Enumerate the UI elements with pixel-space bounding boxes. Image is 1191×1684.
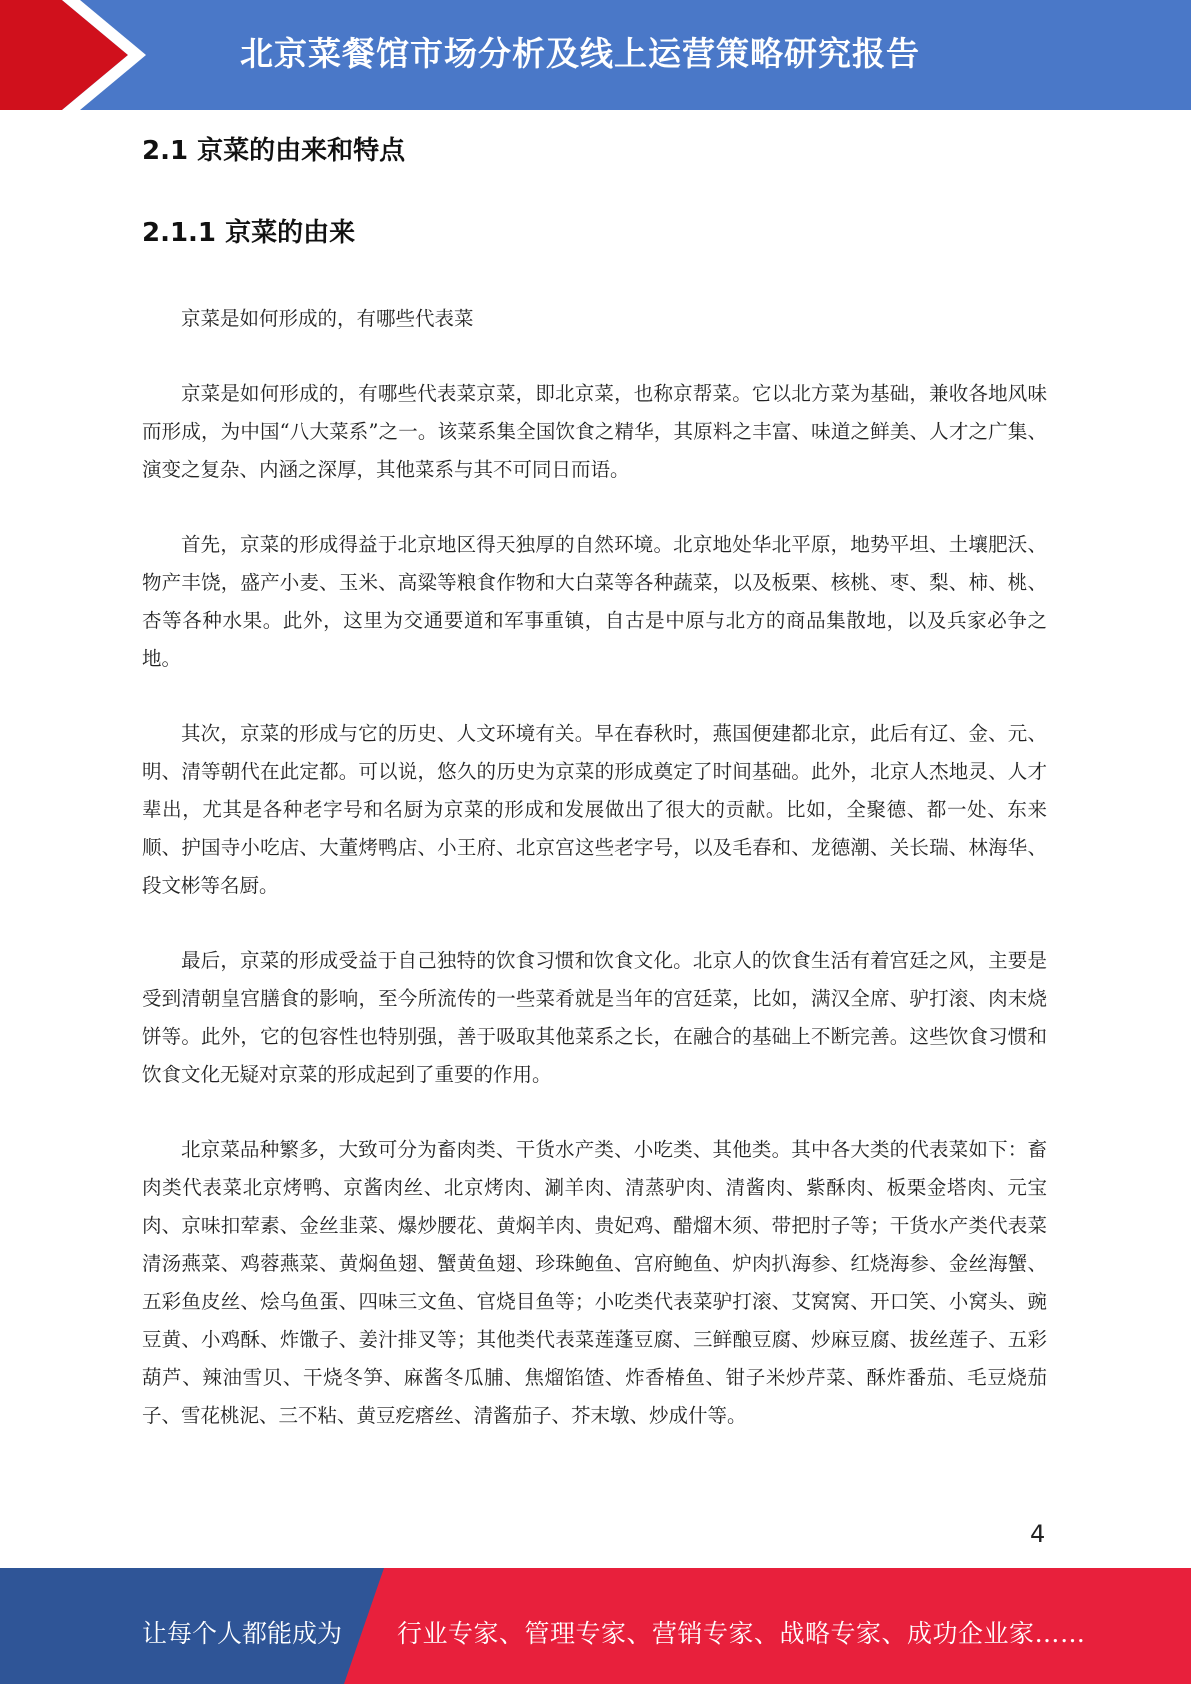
paragraph-dishes: 北京菜品种繁多，大致可分为畜肉类、干货水产类、小吃类、其他类。其中各大类的代表菜如下：畜肉类代表菜北京烤鸭、京酱肉丝、北京烤肉、涮羊肉、清蒸驴肉、清酱肉、紫酥肉、板栗金塔肉、元宝肉、京味扣荤素、金丝韭菜、爆炒腰花、黄焖羊肉、贵妃鸡、醋熘木须、带把肘子等；干货水产类代表菜清汤燕菜、鸡蓉燕菜、黄焖鱼翅、蟹黄鱼翅、珍珠鲍鱼、宫府鲍鱼、炉肉扒海参、红烧海参、金丝海蟹、五彩鱼皮丝、烩乌鱼蛋、四味三文鱼、官烧目鱼等；小吃类代表菜驴打滚、艾窝窝、开口笑、小窝头、豌豆黄、小鸡酥、炸馓子、姜汁排叉等；其他类代表菜莲蓬豆腐、三鲜酿豆腐、炒麻豆腐、拔丝莲子、五彩葫芦、辣油雪贝、干烧冬笋、麻酱冬瓜脯、焦熘馅馇、炸香椿鱼、钳子米炒芹菜、酥炸番茄、毛豆烧茄子、雪花桃泥、三不粘、黄豆疙瘩丝、清酱茄子、芥末墩、炒成什等。: [142, 1138, 1047, 1427]
paragraph-culture: 最后，京菜的形成受益于自己独特的饮食习惯和饮食文化。北京人的饮食生活有着宫廷之风，主要是受到清朝皇宫膳食的影响，至今所流传的一些菜肴就是当年的宫廷菜，比如，满汉全席、驴打滚、肉末烧饼等。此外，它的包容性也特别强，善于吸取其他菜系之长，在融合的基础上不断完善。这些饮食习惯和饮食文化无疑对京菜的形成起到了重要的作用。: [142, 949, 1047, 1086]
subsection-heading: 2.1.1 京菜的由来: [142, 218, 356, 248]
report-title: 北京菜餐馆市场分析及线上运营策略研究报告: [240, 34, 920, 73]
page-footer: [0, 1568, 1191, 1684]
paragraph-environment: 首先，京菜的形成得益于北京地区得天独厚的自然环境。北京地处华北平原，地势平坦、土壤肥沃、物产丰饶，盛产小麦、玉米、高粱等粮食作物和大白菜等各种蔬菜，以及板栗、核桃、枣、梨、柿、桃、杏等各种水果。此外，这里为交通要道和军事重镇，自古是中原与北方的商品集散地，以及兵家必争之地。: [142, 533, 1047, 670]
page-header: [0, 0, 1191, 110]
section-heading: 2.1 京菜的由来和特点: [142, 136, 406, 166]
main-content: [142, 128, 1047, 1435]
footer-slogan-right: 行业专家、管理专家、营销专家、战略专家、成功企业家……: [397, 1619, 1086, 1648]
page-number: 4: [1030, 1520, 1046, 1548]
paragraph-history: 其次，京菜的形成与它的历史、人文环境有关。早在春秋时，燕国便建都北京，此后有辽、金、元、明、清等朝代在此定都。可以说，悠久的历史为京菜的形成奠定了时间基础。此外，北京人杰地灵、人才辈出，尤其是各种老字号和名厨为京菜的形成和发展做出了很大的贡献。比如，全聚德、都一处、东来顺、护国寺小吃店、大董烤鸭店、小王府、北京宫这些老字号，以及毛春和、龙德潮、关长瑞、林海华、段文彬等名厨。: [142, 722, 1047, 897]
paragraph-intro: 京菜是如何形成的，有哪些代表菜: [181, 307, 474, 330]
footer-slogan-left: 让每个人都能成为: [142, 1619, 343, 1648]
paragraph-overview: 京菜是如何形成的，有哪些代表菜京菜，即北京菜，也称京帮菜。它以北方菜为基础，兼收各地风味而形成，为中国“八大菜系”之一。该菜系集全国饮食之精华，其原料之丰富、味道之鲜美、人才之广集、演变之复杂、内涵之深厚，其他菜系与其不可同日而语。: [142, 382, 1047, 481]
